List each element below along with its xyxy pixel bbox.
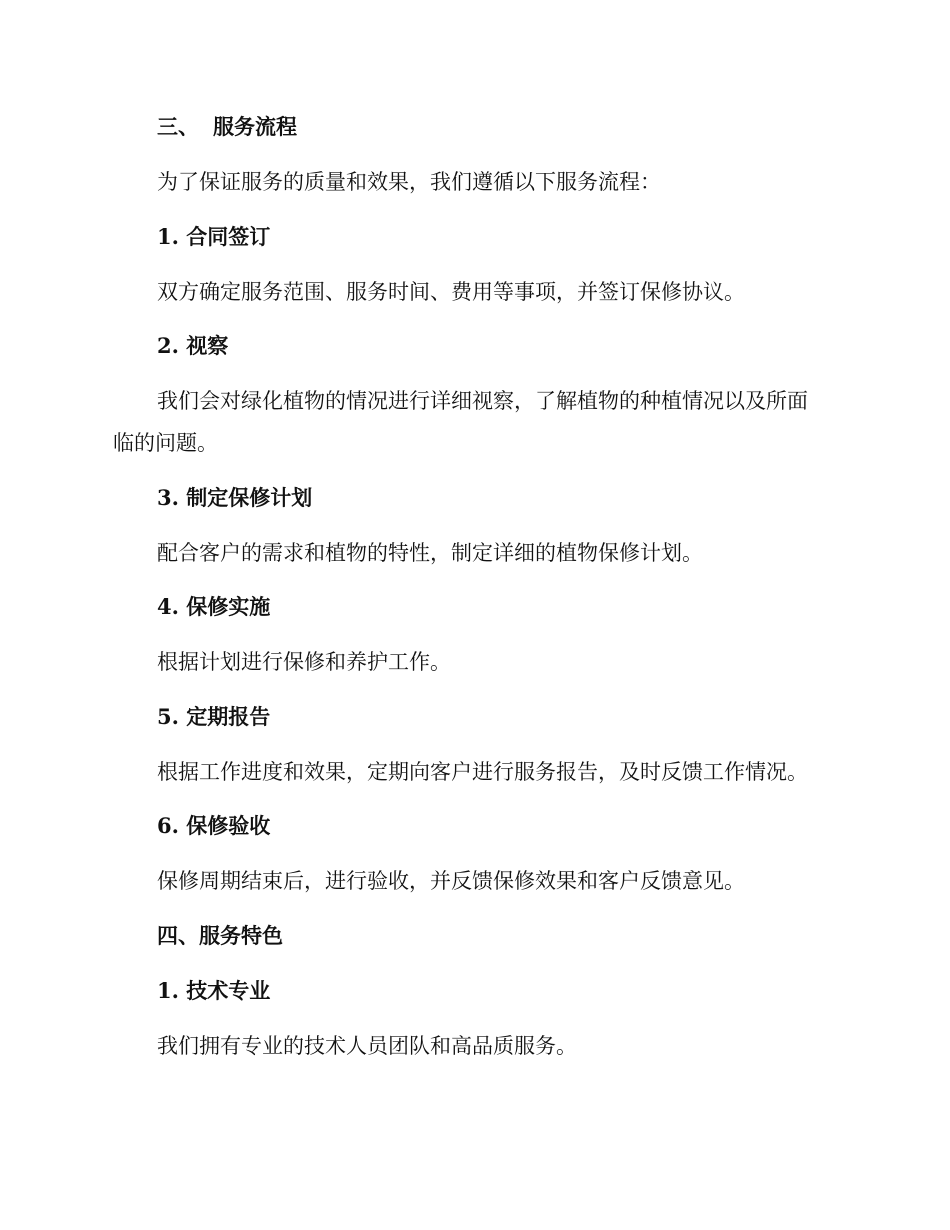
step-body-plan: 配合客户的需求和植物的特性，制定详细的植物保修计划。 xyxy=(157,541,703,565)
step-body-acceptance: 保修周期结束后，进行验收，并反馈保修效果和客户反馈意见。 xyxy=(157,869,745,893)
step-body-contract: 双方确定服务范围、服务时间、费用等事项，并签订保修协议。 xyxy=(157,280,745,304)
step-heading-implementation: 4. 保修实施 xyxy=(157,594,271,619)
step-heading-plan: 3. 制定保修计划 xyxy=(157,485,313,510)
step-heading-contract: 1. 合同签订 xyxy=(157,224,271,249)
feature-body-technical: 我们拥有专业的技术人员团队和高品质服务。 xyxy=(157,1034,577,1058)
section-heading-service-process xyxy=(0,112,950,142)
feature-heading-technical: 1. 技术专业 xyxy=(157,978,271,1003)
step-heading-report: 5. 定期报告 xyxy=(157,704,271,729)
step-heading-inspection: 2. 视察 xyxy=(157,333,229,358)
section-intro: 为了保证服务的质量和效果，我们遵循以下服务流程： xyxy=(157,170,661,194)
step-body-implementation: 根据计划进行保修和养护工作。 xyxy=(157,650,451,674)
step-body-report: 根据工作进度和效果，定期向客户进行服务报告，及时反馈工作情况。 xyxy=(157,760,808,784)
step-body-inspection-line2: 临的问题。 xyxy=(113,431,218,455)
section-number: 三、 xyxy=(157,114,199,139)
step-heading-acceptance: 6. 保修验收 xyxy=(157,813,271,838)
section-title: 服务流程 xyxy=(213,114,297,139)
section-heading-service-features: 四、服务特色 xyxy=(157,923,283,948)
step-body-inspection-line1: 我们会对绿化植物的情况进行详细视察，了解植物的种植情况以及所面 xyxy=(157,389,808,413)
